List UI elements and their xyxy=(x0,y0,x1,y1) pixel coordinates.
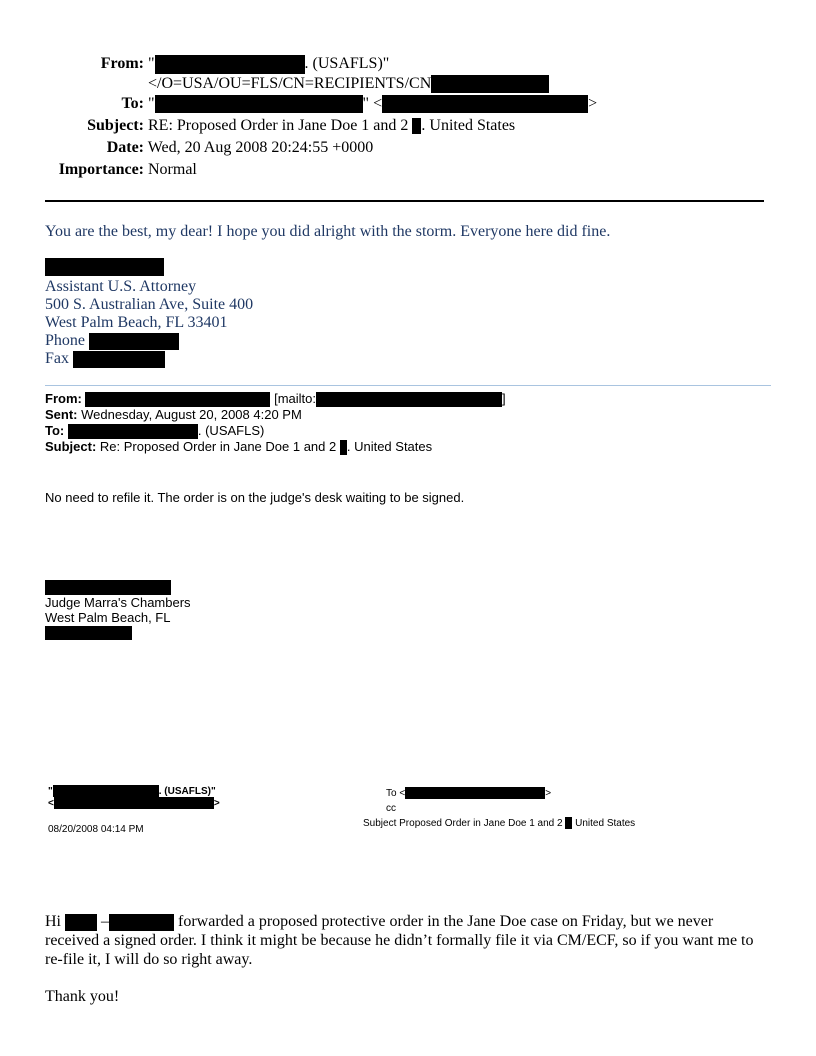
redaction xyxy=(431,75,549,93)
redaction xyxy=(85,392,270,407)
header-from-address: </O=USA/OU=FLS/CN=RECIPIENTS/CN xyxy=(148,75,432,92)
header-importance-row xyxy=(48,160,197,180)
header-to-row xyxy=(48,94,597,114)
reply-sig-phone-label: Phone xyxy=(45,332,85,349)
notes-to-close: > xyxy=(545,788,552,799)
header-subject-label: Subject: xyxy=(87,117,144,134)
fwd-to-row xyxy=(45,423,264,439)
orig-line1-rest: forwarded a proposed protective order in the Jane Doe case on Friday, but we never xyxy=(178,913,714,930)
redaction xyxy=(45,580,171,595)
forward-divider xyxy=(45,385,771,386)
reply-sig-addr2: West Palm Beach, FL 33401 xyxy=(45,314,228,331)
redaction xyxy=(340,440,347,455)
notes-to-label: To xyxy=(386,788,397,799)
fwd-from-row xyxy=(45,391,506,407)
notes-from-suffix: . (USAFLS)" xyxy=(158,786,216,797)
header-from-label: From: xyxy=(100,55,144,72)
header-to-mid: " < xyxy=(362,95,383,112)
notes-from-line2-close: > xyxy=(213,798,220,809)
redaction xyxy=(53,785,159,797)
fwd-to-label: To: xyxy=(45,423,65,438)
notes-from-line2-open: < xyxy=(48,798,54,809)
orig-dash: – xyxy=(101,913,109,930)
header-subject-row xyxy=(48,116,515,136)
header-to-open: " xyxy=(148,95,155,112)
reply-sig-fax-row xyxy=(45,350,165,368)
fwd-sig-office: Judge Marra's Chambers xyxy=(45,595,191,610)
fwd-sig-city: West Palm Beach, FL xyxy=(45,610,171,625)
fwd-sent-label: Sent: xyxy=(45,407,78,422)
header-date-label: Date: xyxy=(106,139,144,156)
redaction xyxy=(89,333,179,350)
reply-sig-phone-row xyxy=(45,332,179,350)
header-to-close: > xyxy=(588,95,598,112)
fwd-mailto-close: ] xyxy=(502,391,506,406)
orig-greeting: Hi xyxy=(45,913,61,930)
header-subject-a: RE: Proposed Order in Jane Doe 1 and 2 xyxy=(148,117,409,134)
header-date-row xyxy=(48,138,373,158)
notes-subject-a: Proposed Order in Jane Doe 1 and 2 xyxy=(399,818,563,829)
reply-body: You are the best, my dear! I hope you did alright with the storm. Everyone here did fine. xyxy=(45,223,611,240)
notes-subject-b: United States xyxy=(575,818,636,829)
header-importance-label: Importance: xyxy=(58,161,144,178)
orig-line3: re-file it, I will do so right away. xyxy=(45,951,253,968)
redaction xyxy=(382,95,588,113)
redaction xyxy=(54,797,214,809)
redaction xyxy=(405,787,545,799)
notes-from-line2 xyxy=(48,797,220,810)
fwd-subject-a: Re: Proposed Order in Jane Doe 1 and 2 xyxy=(99,439,337,454)
notes-subject-row xyxy=(363,817,635,830)
fwd-body: No need to refile it. The order is on the judge's desk waiting to be signed. xyxy=(45,490,465,505)
reply-sig-addr1: 500 S. Australian Ave, Suite 400 xyxy=(45,296,254,313)
header-importance-value: Normal xyxy=(148,161,197,178)
header-divider xyxy=(45,200,764,202)
redaction xyxy=(65,914,97,931)
fwd-sent-row xyxy=(45,407,302,423)
redaction xyxy=(155,95,363,113)
reply-sig-title: Assistant U.S. Attorney xyxy=(45,278,197,295)
notes-to-row xyxy=(386,787,551,800)
header-to-label: To: xyxy=(121,95,144,112)
redaction xyxy=(155,55,305,74)
fwd-from-label: From: xyxy=(45,391,82,406)
header-from-row xyxy=(48,54,389,74)
header-from-line2 xyxy=(148,74,549,94)
redaction xyxy=(68,424,198,439)
fwd-to-suffix: . (USAFLS) xyxy=(197,423,265,438)
header-from-open: " xyxy=(148,55,155,72)
redaction xyxy=(316,392,502,407)
header-date-value: Wed, 20 Aug 2008 20:24:55 +0000 xyxy=(147,139,374,156)
fwd-subject-b: . United States xyxy=(346,439,433,454)
redaction xyxy=(109,914,174,931)
notes-from-open: " xyxy=(48,786,53,797)
notes-cc-label: cc xyxy=(386,803,396,814)
header-subject-b: . United States xyxy=(421,117,516,134)
reply-sig-fax-label: Fax xyxy=(45,350,69,367)
redaction xyxy=(45,626,132,640)
fwd-subject-label: Subject: xyxy=(45,439,97,454)
fwd-mailto: [mailto: xyxy=(274,391,316,406)
orig-line2: received a signed order. I think it might be because he didn’t formally file it via CM/ECF, so if you want me to xyxy=(45,932,754,949)
redaction xyxy=(45,258,164,276)
notes-date: 08/20/2008 04:14 PM xyxy=(48,824,144,835)
redaction xyxy=(565,817,572,829)
fwd-sent-value: Wednesday, August 20, 2008 4:20 PM xyxy=(81,407,302,422)
header-from-suffix: . (USAFLS)" xyxy=(304,55,390,72)
orig-closing: Thank you! xyxy=(45,988,120,1005)
fwd-subject-row xyxy=(45,439,432,455)
orig-line1 xyxy=(45,912,713,931)
redaction xyxy=(73,351,165,368)
notes-to-open: < xyxy=(399,788,406,799)
notes-subject-label: Subject xyxy=(363,818,397,829)
